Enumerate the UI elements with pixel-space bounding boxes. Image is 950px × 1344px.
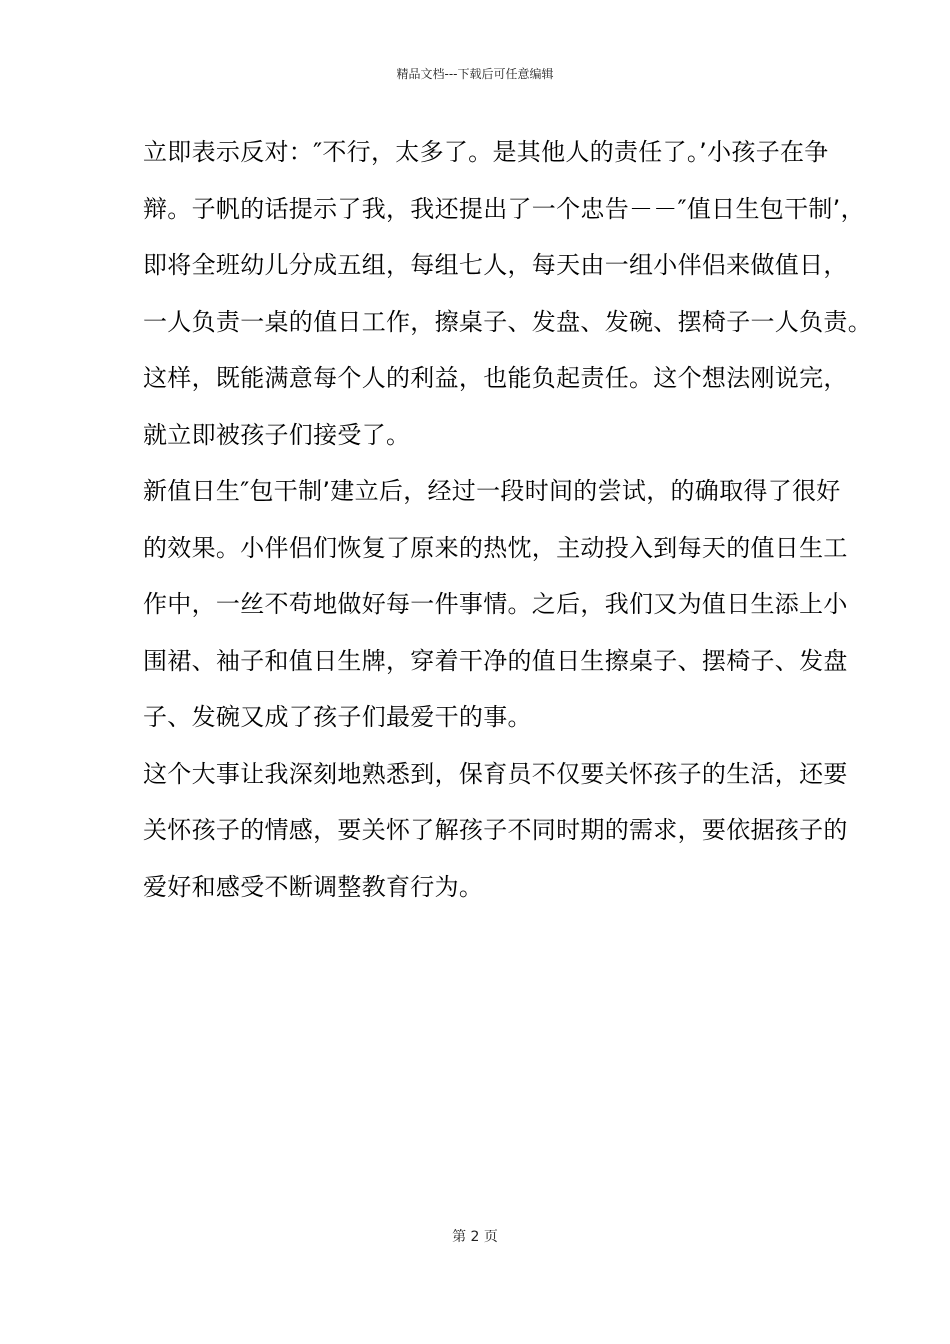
text-line: 一人负责一桌的值日工作，擦桌子、发盘、发碗、摆椅子一人负责。 (143, 307, 872, 336)
text-line: 爱好和感受不断调整教育行为。 (143, 872, 484, 901)
text-line: 围裙、袖子和值日生牌，穿着干净的值日生擦桌子、摆椅子、发盘 (143, 646, 848, 675)
text-line: 关怀孩子的情感，要关怀了解孩子不同时期的需求，要依据孩子的 (143, 816, 848, 844)
text-line: 就立即被孩子们接受了。 (143, 420, 411, 449)
text-line: 辩。子帆的话提示了我，我还提出了一个忠告－－″值日生包干制’， (143, 194, 865, 223)
text-line: 即将全班幼儿分成五组，每组七人，每天由一组小伴侣来做值日， (143, 251, 848, 279)
text-line: 新值日生″包干制’建立后，经过一段时间的尝试，的确取得了很好 (143, 477, 841, 505)
text-line: 这个大事让我深刻地熟悉到，保育员不仅要关怀孩子的生活，还要 (143, 759, 848, 788)
text-line: 子、发碗又成了孩子们最爱干的事。 (143, 703, 532, 731)
document-body (143, 132, 872, 923)
page-number: 第 2 页 (452, 1229, 498, 1245)
text-line: 的效果。小伴侣们恢复了原来的热忱，主动投入到每天的值日生工 (143, 533, 848, 562)
page-header: 精品文档---下载后可任意编辑 (396, 67, 554, 81)
text-line: 作中，一丝不苟地做好每一件事情。之后，我们又为值日生添上小 (143, 590, 848, 618)
text-line: 立即表示反对：″不行，太多了。是其他人的责任了。’小孩子在争 (143, 138, 829, 166)
text-line: 这样，既能满意每个人的利益，也能负起责任。这个想法刚说完， (143, 364, 848, 392)
